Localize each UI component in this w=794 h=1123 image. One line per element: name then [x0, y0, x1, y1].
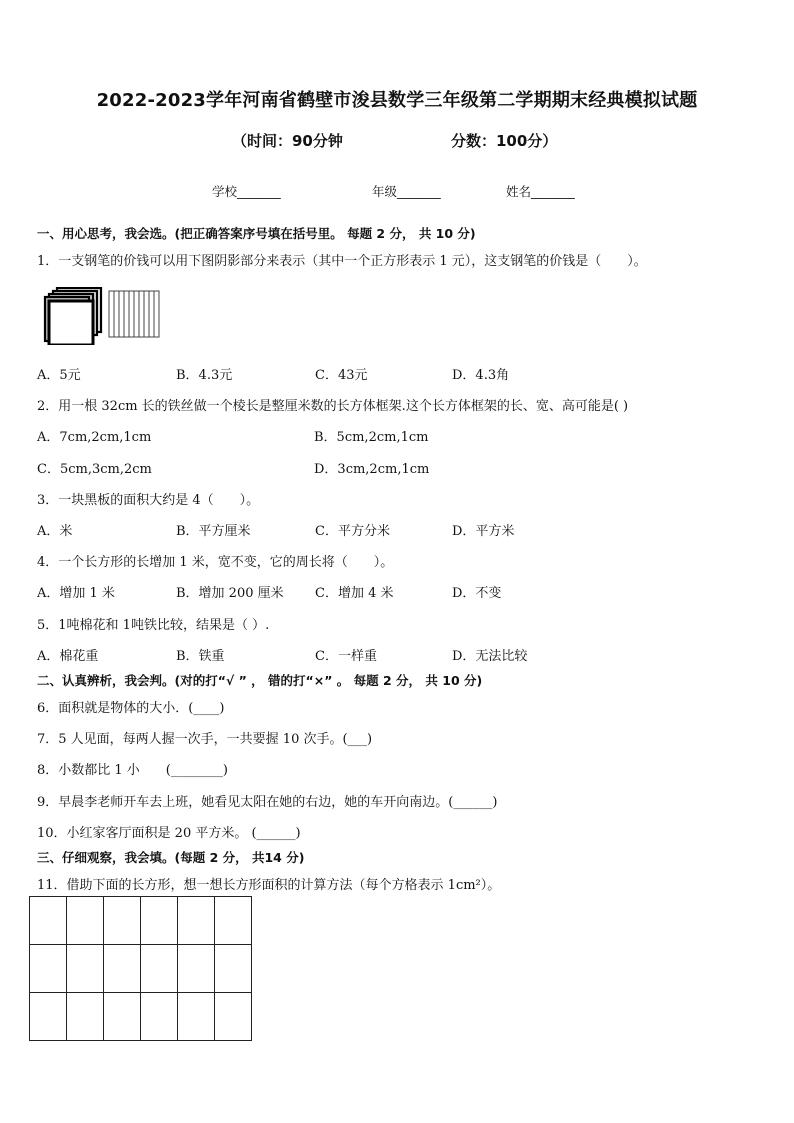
- section-1-heading: 一、用心思考，我会选。(把正确答案序号填在括号里。 每题 2 分， 共 10 分): [37, 226, 476, 241]
- q1-option-c: C．43元: [315, 368, 368, 383]
- grid-cell: [30, 993, 67, 1041]
- question-8: 8．小数都比 1 小 (________): [37, 763, 228, 778]
- question-5: 5．1吨棉花和 1吨铁比较，结果是（ ）.: [37, 618, 270, 633]
- striped-bars-icon: [109, 291, 159, 337]
- grid-cell: [141, 945, 178, 993]
- section-3-heading: 三、仔细观察，我会填。(每题 2 分， 共14 分): [37, 850, 305, 865]
- q5-option-c: C．一样重: [315, 649, 377, 664]
- grade-field: 年级_______: [372, 184, 441, 199]
- q5-option-d: D．无法比较: [452, 649, 528, 664]
- q1-option-b: B．4.3元: [176, 368, 233, 383]
- question-2: 2．用一根 32cm 长的铁丝做一个棱长是整厘米数的长方体框架.这个长方体框架的长、宽、高可能是( ): [37, 399, 629, 414]
- q4-option-b: B．增加 200 厘米: [176, 586, 284, 601]
- q3-option-a: A．米: [37, 524, 73, 539]
- grid-cell: [104, 945, 141, 993]
- q1-option-d: D．4.3角: [452, 368, 510, 383]
- question-3: 3．一块黑板的面积大约是 4（ ）。: [37, 493, 260, 508]
- grid-cell: [67, 993, 104, 1041]
- grid-cell: [30, 897, 67, 945]
- grid-row: [30, 993, 252, 1041]
- q5-option-b: B．铁重: [176, 649, 225, 664]
- grid-cell: [141, 897, 178, 945]
- q4-option-c: C．增加 4 米: [315, 586, 394, 601]
- q2-option-a: A．7cm,2cm,1cm: [37, 430, 152, 445]
- grid-cell: [215, 897, 252, 945]
- q1-option-a: A．5元: [37, 368, 81, 383]
- q3-option-c: C．平方分米: [315, 524, 390, 539]
- page-title: 2022-2023学年河南省鹤壁市浚县数学三年级第二学期期末经典模拟试题: [96, 90, 698, 111]
- grid-cell: [104, 897, 141, 945]
- money-figure: [43, 287, 168, 345]
- question-4: 4．一个长方形的长增加 1 米，宽不变，它的周长将（ ）。: [37, 555, 394, 570]
- square-grid: [29, 896, 252, 1041]
- grid-cell: [67, 945, 104, 993]
- grid-row: [30, 945, 252, 993]
- grid-cell: [67, 897, 104, 945]
- q4-option-a: A．增加 1 米: [37, 586, 115, 601]
- q4-option-d: D．不变: [452, 586, 502, 601]
- q2-option-d: D．3cm,2cm,1cm: [314, 462, 430, 477]
- grid-cell: [30, 945, 67, 993]
- school-field: 学校_______: [212, 184, 281, 199]
- grid-row: [30, 897, 252, 945]
- grid-cell: [215, 993, 252, 1041]
- question-7: 7．5 人见面，每两人握一次手，一共要握 10 次手。(___): [37, 732, 373, 747]
- question-10: 10．小红家客厅面积是 20 平方米。 (______): [37, 826, 301, 841]
- question-1: 1．一支钢笔的价钱可以用下图阴影部分来表示（其中一个正方形表示 1 元），这支钢笔的价钱是（ ）。: [37, 254, 647, 269]
- stacked-squares-icon: [45, 288, 101, 345]
- q2-option-b: B．5cm,2cm,1cm: [314, 430, 429, 445]
- name-field: 姓名_______: [506, 184, 575, 199]
- question-11: 11．借助下面的长方形，想一想长方形面积的计算方法（每个方格表示 1cm²）。: [37, 878, 501, 893]
- section-2-heading: 二、认真辨析，我会判。(对的打“√ ” ， 错的打“×” 。 每题 2 分， 共 10 分): [37, 673, 483, 688]
- grid-cell: [178, 993, 215, 1041]
- question-6: 6．面积就是物体的大小．(____): [37, 701, 225, 716]
- grid-cell: [178, 945, 215, 993]
- q2-option-c: C．5cm,3cm,2cm: [37, 462, 152, 477]
- exam-time: （时间：90分钟: [232, 132, 343, 150]
- grid-cell: [141, 993, 178, 1041]
- q5-option-a: A．棉花重: [37, 649, 99, 664]
- grid-cell: [215, 945, 252, 993]
- exam-score: 分数：100分）: [451, 132, 558, 150]
- q3-option-d: D．平方米: [452, 524, 515, 539]
- grid-cell: [104, 993, 141, 1041]
- question-9: 9．早晨李老师开车去上班，她看见太阳在她的右边，她的车开向南边。(______): [37, 795, 498, 810]
- q3-option-b: B．平方厘米: [176, 524, 251, 539]
- grid-cell: [178, 897, 215, 945]
